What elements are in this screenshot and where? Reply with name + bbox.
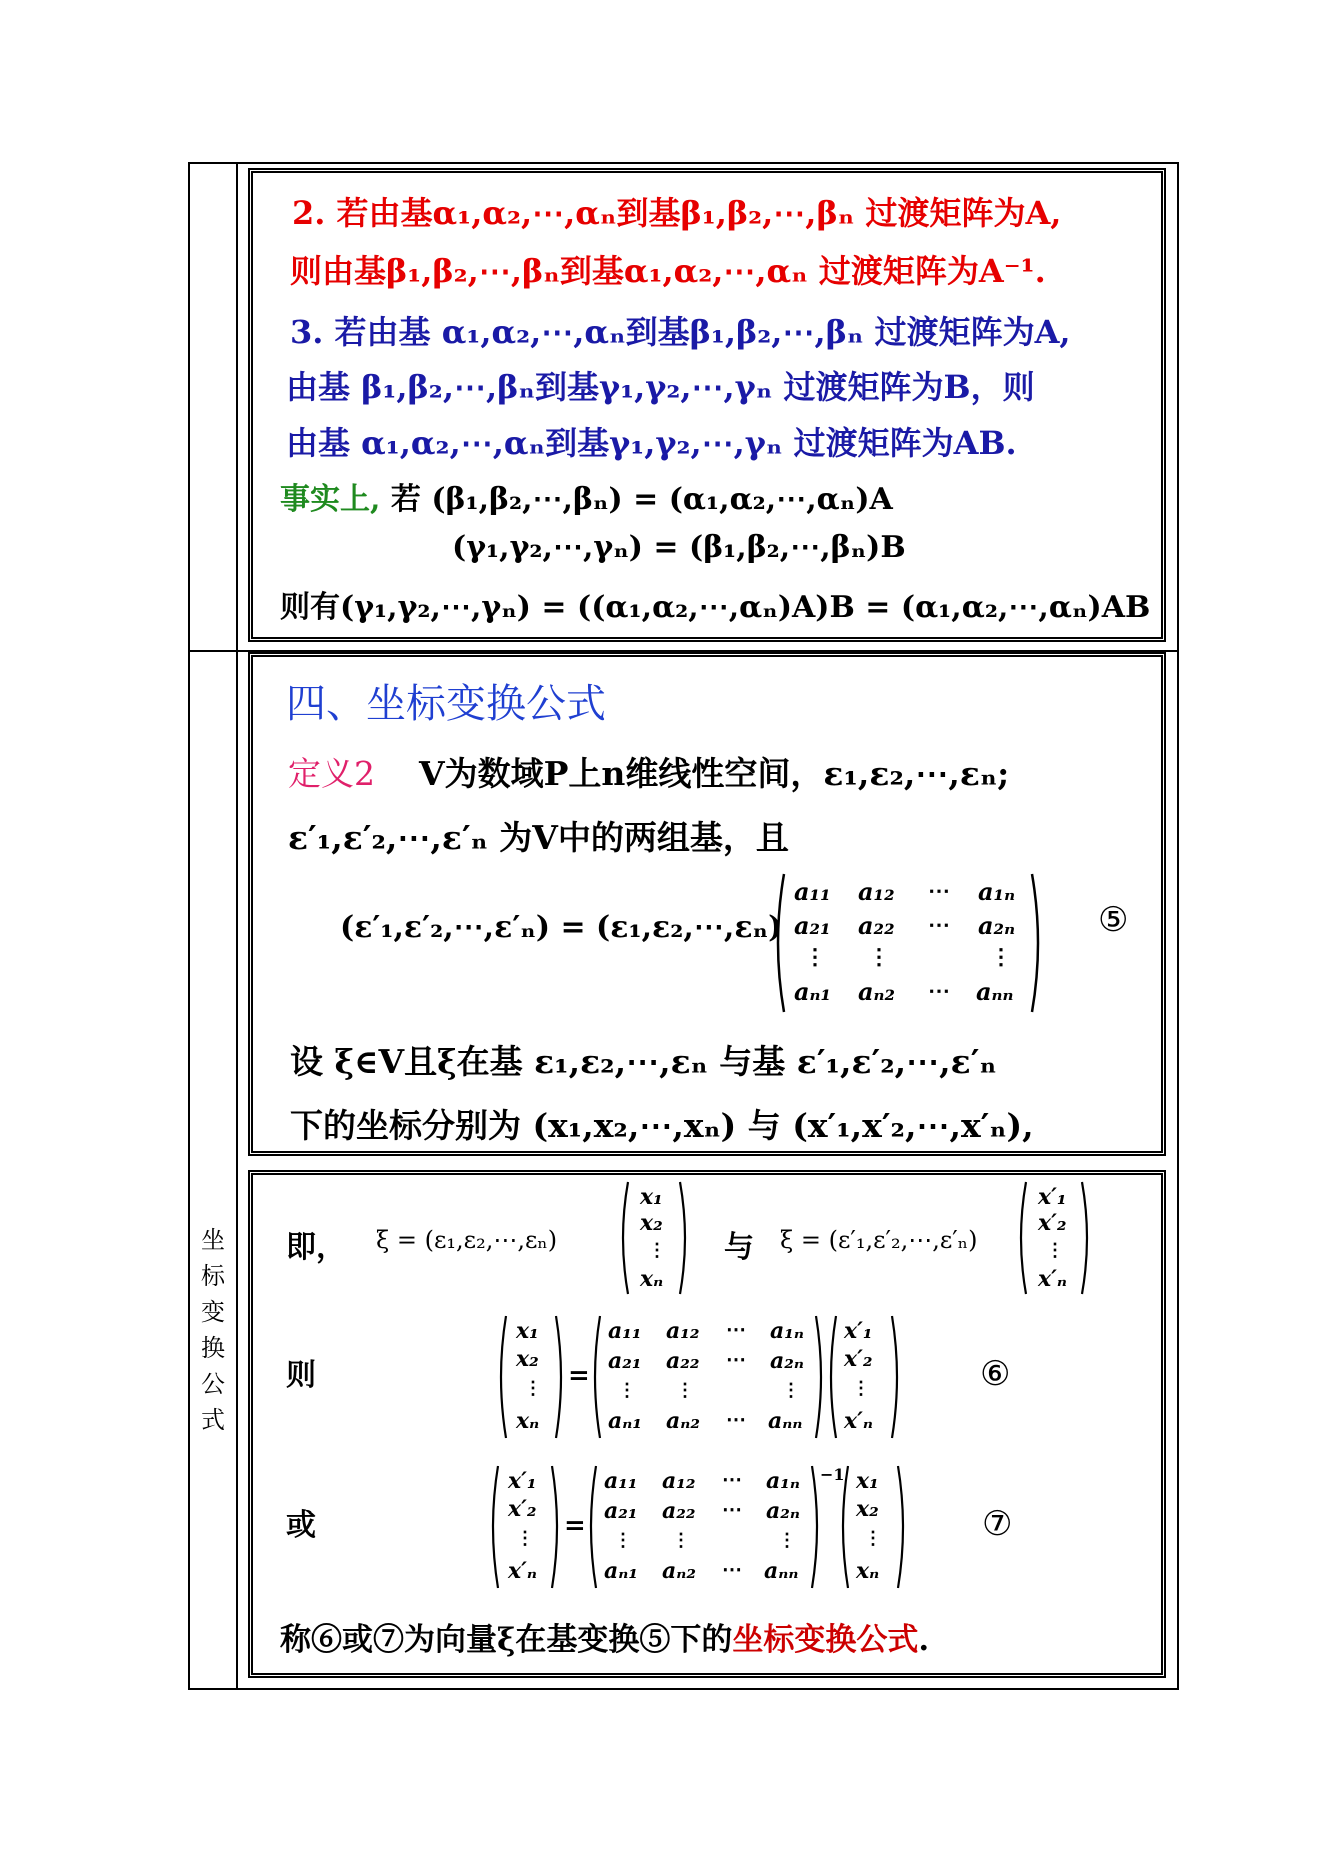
svg-text:x₂: x₂ (856, 1496, 879, 1522)
svg-text:⋮: ⋮ (864, 1528, 882, 1549)
dots-r1: ⋯ (928, 878, 950, 904)
vdots-1: ⋮ (804, 944, 826, 970)
svg-text:x′₂: x′₂ (1038, 1210, 1067, 1236)
huo-label: 或 (286, 1508, 316, 1543)
ann: aₙₙ (976, 977, 1014, 1006)
svg-text:a₂ₙ: a₂ₙ (766, 1498, 800, 1524)
svg-text:aₙ₂: aₙ₂ (662, 1558, 696, 1584)
svg-text:⋮: ⋮ (618, 1380, 636, 1401)
svg-text:⋮: ⋮ (614, 1530, 632, 1551)
svg-text:aₙₙ: aₙₙ (764, 1558, 799, 1584)
fact-line-1 (280, 474, 893, 518)
svg-text:=: = (564, 1511, 586, 1541)
side-label: 坐 标 变 换 公 式 (201, 1226, 225, 1434)
svg-text:aₙ₂: aₙ₂ (666, 1408, 700, 1434)
fact-line-2: (γ₁,γ₂,⋯,γₙ) = (β₁,β₂,⋯,βₙ)B (452, 530, 906, 565)
property-3-line-2: 由基 β₁,β₂,⋯,βₙ到基γ₁,γ₂,⋯,γₙ 过渡矩阵为B，则 (286, 368, 1035, 406)
svg-text:⋯: ⋯ (722, 1467, 742, 1491)
svg-text:xₙ: xₙ (856, 1558, 880, 1584)
property-2-line-1: 2. 若由基α₁,α₂,⋯,αₙ到基β₁,β₂,⋯,βₙ 过渡矩阵为A, (292, 194, 1062, 232)
svg-text:a₁₁: a₁₁ (608, 1318, 642, 1344)
svg-text:⋮: ⋮ (778, 1530, 796, 1551)
svg-text:x₂: x₂ (640, 1210, 663, 1236)
vector-xprime-top (1014, 1178, 1094, 1298)
section-heading: 四、坐标变换公式 (286, 681, 606, 727)
ze-label: 则 (286, 1358, 316, 1393)
equation-7 (486, 1462, 946, 1592)
svg-text:x′₁: x′₁ (844, 1318, 873, 1344)
dots-r4: ⋯ (928, 978, 950, 1004)
setup-line-2: 下的坐标分别为 (x₁,x₂,⋯,xₙ) 与 (x′₁,x′₂,⋯,x′ₙ), (290, 1106, 1034, 1145)
property-3-line-3: 由基 α₁,α₂,⋯,αₙ到基γ₁,γ₂,⋯,γₙ 过渡矩阵为AB. (286, 424, 1017, 462)
svg-text:⋮: ⋮ (672, 1530, 690, 1551)
svg-text:⋯: ⋯ (722, 1557, 742, 1581)
vector-x-top (616, 1178, 692, 1298)
an2: aₙ₂ (858, 977, 896, 1006)
svg-text:x′ₙ: x′ₙ (844, 1408, 873, 1434)
xi-equation-1: ξ = (ε₁,ε₂,⋯,εₙ) (376, 1226, 558, 1254)
property-3-line-1: 3. 若由基 α₁,α₂,⋯,αₙ到基β₁,β₂,⋯,βₙ 过渡矩阵为A, (290, 313, 1071, 351)
svg-text:⋯: ⋯ (722, 1497, 742, 1521)
svg-text:x′₁: x′₁ (508, 1468, 537, 1494)
svg-text:a₂₁: a₂₁ (604, 1498, 638, 1524)
svg-text:a₂₂: a₂₂ (662, 1498, 696, 1524)
a2n: a₂ₙ (978, 911, 1016, 940)
svg-text:⋮: ⋮ (1046, 1240, 1064, 1261)
svg-text:xₙ: xₙ (640, 1266, 664, 1292)
a11: a₁₁ (794, 877, 831, 906)
fact-equation-1: 若 (β₁,β₂,⋯,βₙ) = (α₁,α₂,⋯,αₙ)A (380, 482, 893, 517)
definition-label: 定义2 (288, 754, 375, 793)
inverse-exponent: −1 (820, 1465, 845, 1484)
an1: aₙ₁ (794, 977, 832, 1006)
fact-label: 事实上, (280, 482, 381, 517)
a1n: a₁ₙ (978, 877, 1016, 906)
a22: a₂₂ (858, 911, 895, 940)
vdots-2: ⋮ (868, 944, 890, 970)
eq5-number: ⑤ (1098, 900, 1129, 940)
svg-text:x′ₙ: x′ₙ (508, 1558, 537, 1584)
definition-text-1: V为数域P上n维线性空间，ε₁,ε₂,⋯,εₙ; (419, 754, 1010, 793)
ji-label: 即， (286, 1230, 346, 1265)
svg-text:a₁₁: a₁₁ (604, 1468, 638, 1494)
setup-line-1: 设 ξ∈V且ξ在基 ε₁,ε₂,⋯,εₙ 与基 ε′₁,ε′₂,⋯,ε′ₙ (290, 1042, 997, 1081)
yu-label: 与 (724, 1230, 754, 1265)
svg-text:⋮: ⋮ (524, 1378, 542, 1399)
final-suffix: . (918, 1622, 930, 1658)
svg-text:=: = (568, 1361, 590, 1391)
svg-text:a₂₁: a₂₁ (608, 1348, 642, 1374)
svg-text:aₙ₁: aₙ₁ (604, 1558, 638, 1584)
eq7-number: ⑦ (982, 1504, 1013, 1544)
svg-text:⋯: ⋯ (726, 1347, 746, 1371)
svg-text:a₂ₙ: a₂ₙ (770, 1348, 804, 1374)
definition-line-1 (288, 748, 1009, 795)
svg-text:x′₂: x′₂ (844, 1346, 873, 1372)
svg-text:a₁ₙ: a₁ₙ (770, 1318, 804, 1344)
svg-text:x′₂: x′₂ (508, 1496, 537, 1522)
svg-text:a₁₂: a₁₂ (662, 1468, 696, 1494)
final-sentence (280, 1614, 929, 1659)
svg-text:x₁: x₁ (516, 1318, 539, 1344)
property-2-line-2: 则由基β₁,β₂,⋯,βₙ到基α₁,α₂,⋯,αₙ 过渡矩阵为A⁻¹. (290, 252, 1046, 290)
svg-text:xₙ: xₙ (516, 1408, 540, 1434)
vdots-n: ⋮ (990, 944, 1012, 970)
svg-text:⋮: ⋮ (782, 1380, 800, 1401)
svg-text:x₂: x₂ (516, 1346, 539, 1372)
svg-text:⋯: ⋯ (726, 1317, 746, 1341)
eq6-number: ⑥ (980, 1354, 1011, 1394)
svg-text:⋮: ⋮ (648, 1240, 666, 1261)
svg-text:x₁: x₁ (856, 1468, 879, 1494)
final-prefix: 称⑥或⑦为向量ξ在基变换⑤下的 (280, 1622, 733, 1658)
eq5-lhs: (ε′₁,ε′₂,⋯,ε′ₙ) = (ε₁,ε₂,⋯,εₙ) (340, 910, 783, 945)
svg-text:x′ₙ: x′ₙ (1038, 1266, 1067, 1292)
svg-text:⋮: ⋮ (852, 1378, 870, 1399)
svg-text:⋮: ⋮ (516, 1528, 534, 1549)
svg-text:a₁ₙ: a₁ₙ (766, 1468, 800, 1494)
svg-text:aₙ₁: aₙ₁ (608, 1408, 642, 1434)
xi-equation-2: ξ = (ε′₁,ε′₂,⋯,ε′ₙ) (780, 1226, 978, 1254)
svg-text:⋯: ⋯ (726, 1407, 746, 1431)
svg-text:x′₁: x′₁ (1038, 1184, 1067, 1210)
svg-text:aₙₙ: aₙₙ (768, 1408, 803, 1434)
equation-6 (494, 1312, 914, 1442)
fact-line-3: 则有(γ₁,γ₂,⋯,γₙ) = ((α₁,α₂,⋯,αₙ)A)B = (α₁,α₂,⋯,αₙ)AB (280, 590, 1151, 625)
svg-text:a₁₂: a₁₂ (666, 1318, 700, 1344)
final-term: 坐标变换公式 (732, 1622, 919, 1658)
definition-line-2: ε′₁,ε′₂,⋯,ε′ₙ 为V中的两组基，且 (288, 818, 789, 857)
svg-text:⋮: ⋮ (676, 1380, 694, 1401)
a12: a₁₂ (858, 877, 895, 906)
a21: a₂₁ (794, 911, 831, 940)
column-divider (236, 164, 238, 1688)
svg-text:a₂₂: a₂₂ (666, 1348, 700, 1374)
dots-r2: ⋯ (928, 912, 950, 938)
matrix-a-eq5 (770, 868, 1046, 1018)
svg-text:x₁: x₁ (640, 1184, 663, 1210)
